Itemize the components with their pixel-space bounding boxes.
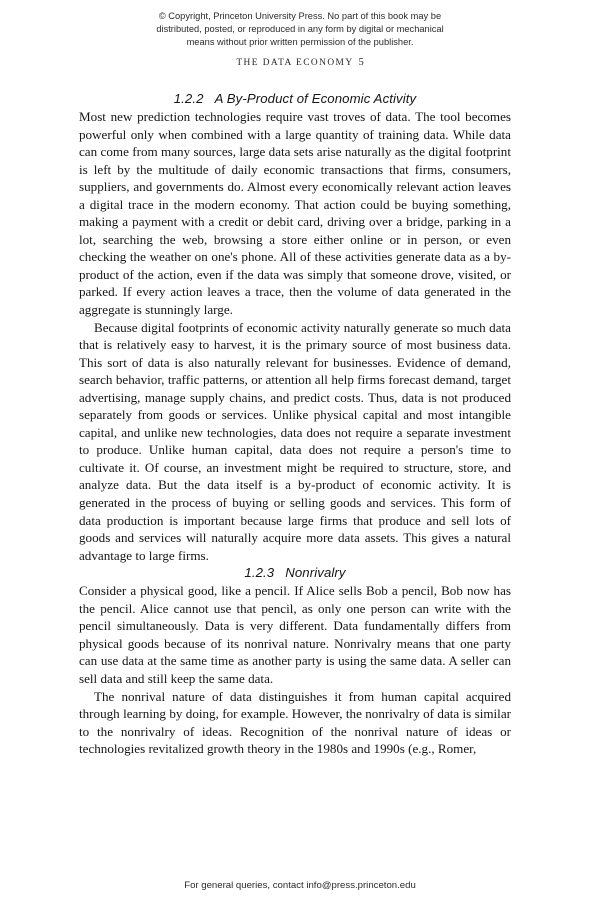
paragraph: Because digital footprints of economic activity naturally generate so much data that is relatively easy to harvest, it is the primary source of most business data. This sort of data is also naturally relevant for businesses. Evidence of demand, search behavior, traffic patterns, or attention all help firms forecast demand, target advertising, manage supply chains, and predict costs. Thus, data is not produced separately from goods or services. Unlike physical capital and most intangible capital, and unlike new technologies, data does not require a separate investment to produce. Unlike human capital, data does not require a person's time to cultivate it. Of course, an investment might be required to structure, store, and analyze data. But the data itself is a by-product of economic activity. It is generated in the process of buying or selling goods and services. This form of data production is important because large firms that produce and sell lots of goods and services will naturally acquire more data assets. This gives a natural advantage to large firms. [79, 319, 511, 563]
body-content [79, 90, 511, 758]
copyright-notice [110, 10, 490, 50]
paragraph: The nonrival nature of data distinguishes it from human capital acquired through learning by doing, for example. However, the nonrivalry of data is similar to the nonrivalry of ideas. Recognition of the nonrival nature of ideas or technologies revitalized growth theory in the 1980s and 1990s (e.g., Romer, [79, 688, 511, 757]
section-title: Nonrivalry [285, 565, 346, 581]
footer-contact-note: For general queries, contact info@press.princeton.edu [184, 880, 416, 891]
section-number: 1.2.3 [244, 565, 275, 581]
section-heading-1-2-2 [79, 90, 511, 108]
copyright-line-1: © Copyright, Princeton University Press. No part of this book may be [158, 11, 442, 21]
running-header-title: THE DATA ECONOMY [236, 58, 354, 68]
copyright-line-3: means without prior written permission of the publisher. [186, 37, 414, 48]
section-number: 1.2.2 [173, 91, 204, 106]
page-number: 5 [358, 57, 364, 68]
section-heading-1-2-3 [79, 564, 511, 582]
running-header [0, 57, 600, 68]
paragraph: Consider a physical good, like a pencil. If Alice sells Bob a pencil, Bob now has the pencil. Alice cannot use that pencil, as only one person can write with the pencil simultaneously. Data is very different. Data fundamentally differs from physical goods because of its nonrival nature. Nonrivalry means that one party can use data at the same time as another party is using the same data. A seller can sell data and still keep the same data. [79, 583, 511, 686]
copyright-line-2: distributed, posted, or reproduced in any form by digital or mechanical [156, 24, 444, 35]
paragraph: Most new prediction technologies require vast troves of data. The tool becomes powerful only when combined with a large quantity of training data. While data can come from many sources, large data sets arise naturally as the digital footprint is left by the multitude of daily economic transactions that firms, consumers, suppliers, and governments do. Almost every economically relevant action leaves a digital trace in the modern economy. That action could be buying something, making a payment with a credit or debit card, driving over a bridge, parking in a lot, searching the web, browsing a store either online or in person, or even checking the weather on one's phone. All of these activities generate data as a by-product of the action, even if the data was simply that someone drove, visited, or parked. If every action leaves a trace, then the volume of data generated in the aggregate is stunningly large. [79, 109, 511, 318]
section-title: A By-Product of Economic Activity [214, 91, 417, 106]
